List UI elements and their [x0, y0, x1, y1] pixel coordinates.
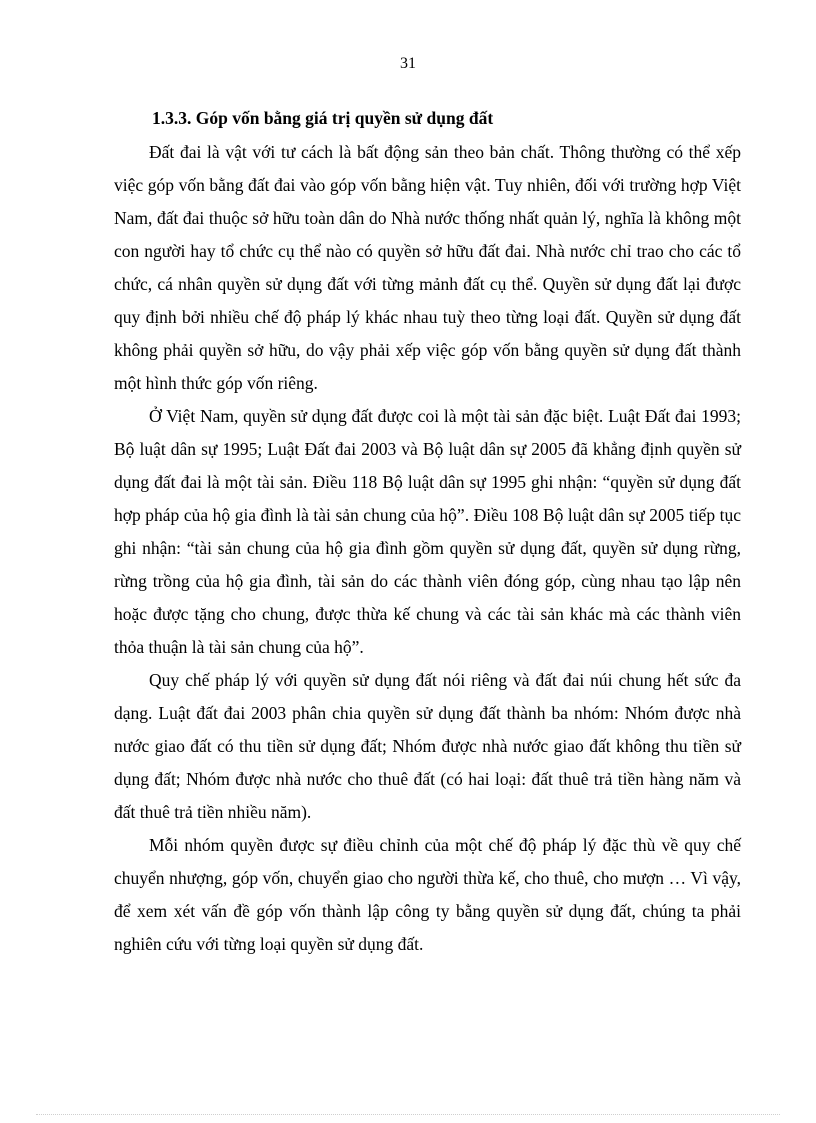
page-bottom-divider	[36, 1114, 780, 1115]
paragraph-conclusion: Mỗi nhóm quyền được sự điều chỉnh của một chế độ pháp lý đặc thù về quy chế chuyển nhượng, góp vốn, chuyển giao cho người thừa kế, cho thuê, cho mượn … Vì vậy, để xem xét vấn đề góp vốn thành lập công ty bằng quyền sử dụng đất, chúng ta phải nghiên cứu với từng loại quyền sử dụng đất.	[114, 835, 741, 954]
paragraph-land-as-asset: Đất đai là vật với tư cách là bất động sản theo bản chất. Thông thường có thể xếp việc góp vốn bằng đất đai vào góp vốn bằng hiện vật. Tuy nhiên, đối với trường hợp Việt Nam, đất đai thuộc sở hữu toàn dân do Nhà nước thống nhất quản lý, nghĩa là không một con người hay tổ chức cụ thể nào có quyền sở hữu đất đai. Nhà nước chỉ trao cho các tổ chức, cá nhân quyền sử dụng đất với từng mảnh đất cụ thể. Quyền sử dụng đất lại được quy định bởi nhiều chế độ pháp lý khác nhau tuỳ theo từng loại đất. Quyền sử dụng đất không phải quyền sở hữu, do vậy phải xếp việc góp vốn bằng quyền sử dụng đất thành một hình thức góp vốn riêng.	[114, 142, 741, 393]
paragraph-vietnam-law: Ở Việt Nam, quyền sử dụng đất được coi là một tài sản đặc biệt. Luật Đất đai 1993; Bộ luật dân sự 1995; Luật Đất đai 2003 và Bộ luật dân sự 2005 đã khẳng định quyền sử dụng đất đai là một tài sản. Điều 118 Bộ luật dân sự 1995 ghi nhận: “quyền sử dụng đất hợp pháp của hộ gia đình là tài sản chung của hộ”. Điều 108 Bộ luật dân sự 2005 tiếp tục ghi nhận: “tài sản chung của hộ gia đình gồm quyền sử dụng đất, quyền sử dụng rừng, rừng trồng của hộ gia đình, tài sản do các thành viên đóng góp, cùng nhau tạo lập nên hoặc được tặng cho chung, được thừa kế chung và các tài sản khác mà các thành viên thỏa thuận là tài sản chung của hộ”.	[114, 406, 741, 657]
paragraph-legal-regime: Quy chế pháp lý với quyền sử dụng đất nói riêng và đất đai núi chung hết sức đa dạng. Luật đất đai 2003 phân chia quyền sử dụng đất thành ba nhóm: Nhóm được nhà nước giao đất có thu tiền sử dụng đất; Nhóm được nhà nước giao đất không thu tiền sử dụng đất; Nhóm được nhà nước cho thuê đất (có hai loại: đất thuê trả tiền hàng năm và đất thuê trả tiền nhiều năm).	[114, 670, 741, 822]
page-number: 31	[400, 55, 416, 72]
document-body	[114, 100, 741, 961]
section-heading: 1.3.3. Góp vốn bằng giá trị quyền sử dụng đất	[152, 108, 494, 128]
